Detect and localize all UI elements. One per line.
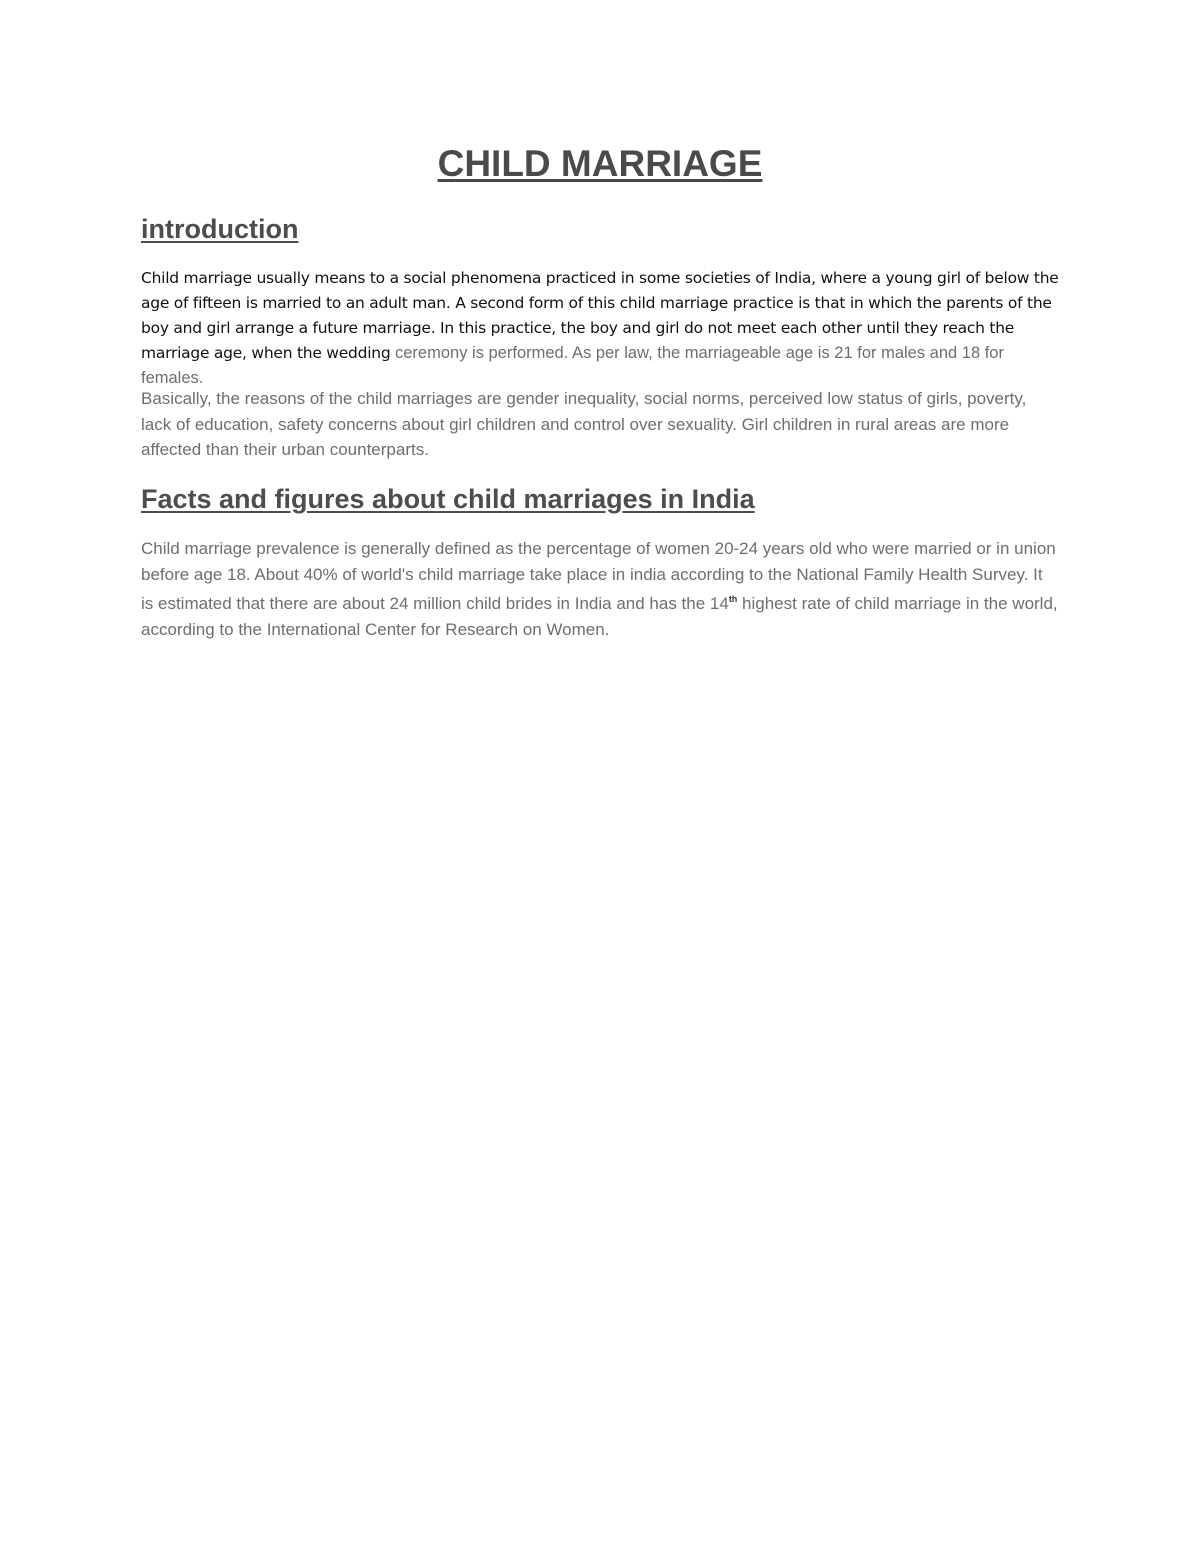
- document-title: CHILD MARRIAGE: [437, 143, 763, 184]
- introduction-paragraph-text: Child marriage usually means to a social phenomena practiced in some societies of India, where a young girl of below the age of fifteen is married to an adult man. A second form of this child marriage practice is that in which the parents of the boy and girl arrange a future marriage. In this practice, the boy and girl do not meet each other until they reach the marriage age, when the wedding: [141, 269, 1059, 362]
- reasons-paragraph: Basically, the reasons of the child marriages are gender inequality, social norms, perceived low status of girls, poverty, lack of education, safety concerns about girl children and control over sexuality. Girl children in rural areas are more affected than their urban counterparts.: [141, 389, 1027, 459]
- introduction-paragraph: [141, 266, 1059, 391]
- section-heading-introduction: introduction: [141, 214, 299, 244]
- introduction-paragraph-continuation: ceremony is performed. As per law, the marriageable age is 21 for males and 18 for females.: [141, 344, 1004, 387]
- ordinal-superscript: th: [728, 594, 738, 604]
- facts-paragraph-continuation: highest rate of child marriage in the world, according to the International Center for Research on Women.: [141, 594, 1058, 639]
- facts-paragraph: [141, 536, 1059, 642]
- facts-paragraph-text: Child marriage prevalence is generally defined as the percentage of women 20-24 years old who were married or in union before age 18. About 40% of world's child marriage take place in india according to the National Family Health Survey. It is estimated that there are about 24 million child brides in India and has the 14: [141, 539, 1056, 613]
- section-heading-facts: Facts and figures about child marriages in India: [141, 484, 755, 514]
